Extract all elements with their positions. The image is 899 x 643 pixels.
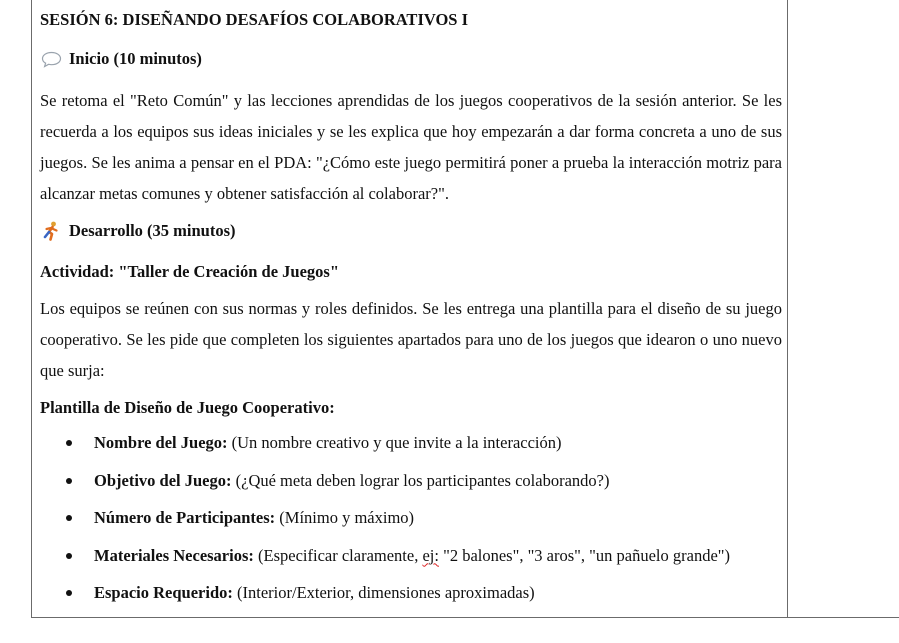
item-label: Materiales Necesarios: [94, 545, 259, 565]
item-text-before: (Especificar claramente, [258, 545, 423, 565]
list-item [40, 537, 782, 575]
table-left-border [31, 0, 32, 618]
running-person-icon [40, 221, 62, 241]
desarrollo-heading [40, 221, 236, 241]
item-label: Espacio Requerido: [94, 583, 238, 602]
list-item [40, 574, 782, 612]
bullet-icon [66, 590, 72, 596]
section-title: SESIÓN 6: DISEÑANDO DESAFÍOS COLABORATIVOS I [40, 10, 469, 29]
item-label: Nombre del Juego: [94, 433, 232, 452]
bullet-icon [66, 478, 72, 484]
list-item [40, 462, 782, 500]
item-label: Número de Participantes: [94, 508, 280, 527]
item-text: (¿Qué meta deben lograr los participantes colaborando?) [235, 470, 610, 490]
activity-title: Actividad: "Taller de Creación de Juegos" [40, 262, 339, 281]
template-title: Plantilla de Diseño de Juego Cooperativo: [40, 398, 335, 417]
item-text-after: "2 balones", "3 aros", "un pañuelo grande") [438, 545, 730, 565]
item-text: (Un nombre creativo y que invite a la interacción) [231, 433, 562, 452]
inicio-heading-text: Inicio (10 minutos) [69, 49, 202, 68]
desarrollo-paragraph: Los equipos se reúnen con sus normas y roles definidos. Se les entrega una plantilla para el diseño de su juego cooperativo. Se les pide que completen los siguientes apartados para uno de los juegos que idearon o uno nuevo que surja: [40, 299, 782, 380]
item-label: Objetivo del Juego: [94, 470, 236, 490]
bullet-icon [66, 440, 72, 446]
inicio-paragraph: Se retoma el "Reto Común" y las lecciones aprendidas de los juegos cooperativos de la sesión anterior. Se les recuerda a los equipos sus ideas iniciales y se les explica que hoy empezarán a dar forma concreta a uno de sus juegos. Se les anima a pensar en el PDA: "¿Cómo este juego permitirá poner a prueba la interacción motriz para alcanzar metas comunes y obtener satisfacción al colaborar?". [40, 91, 782, 203]
bullet-icon [66, 515, 72, 521]
list-item [40, 424, 782, 462]
spellcheck-marked-word[interactable]: ej: [422, 545, 439, 565]
item-text: (Mínimo y máximo) [279, 508, 415, 527]
speech-bubble-icon [40, 49, 62, 69]
table-right-border [787, 0, 788, 618]
template-list [40, 424, 782, 612]
list-item [40, 499, 782, 537]
table-bottom-border [31, 617, 899, 618]
item-text: (Interior/Exterior, dimensiones aproximadas) [237, 583, 535, 602]
inicio-heading [40, 49, 202, 69]
bullet-icon [66, 553, 72, 559]
desarrollo-heading-text: Desarrollo (35 minutos) [69, 221, 236, 240]
